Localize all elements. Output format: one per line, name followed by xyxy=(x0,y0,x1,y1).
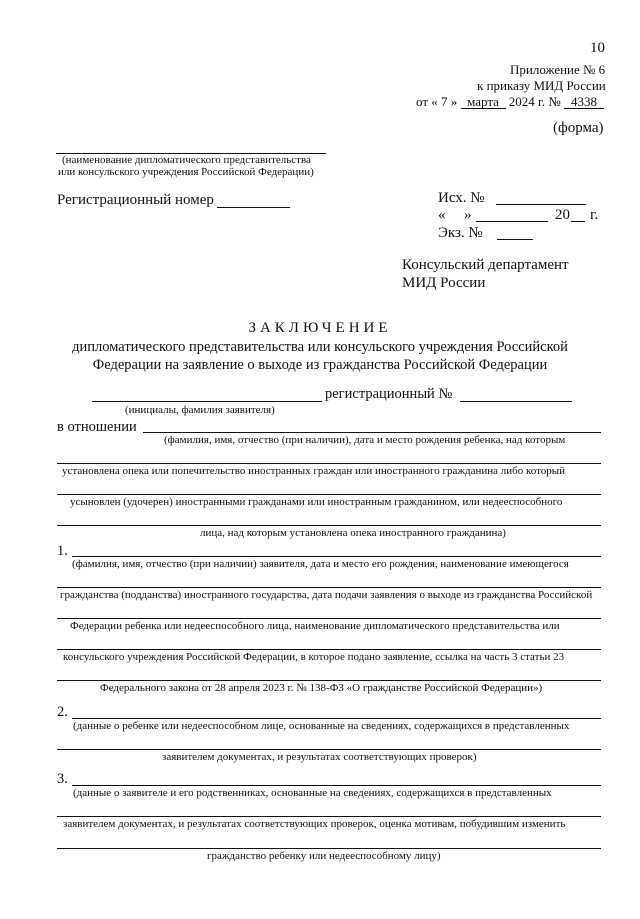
child-caption-1: (фамилия, имя, отчество (при наличии), дата и место рождения ребенка, над которым xyxy=(164,434,566,446)
section1-line-2 xyxy=(57,587,601,588)
outgoing-copy-label: Экз. № xyxy=(438,225,483,241)
appendix-number: 4338 xyxy=(564,96,604,109)
section1-caption-5: Федерального закона от 28 апреля 2023 г. № 138-ФЗ «О гражданстве Российской Федерации») xyxy=(100,682,543,694)
applicant-name-line xyxy=(92,401,322,402)
mission-caption-line1: (наименование дипломатического представительства xyxy=(62,154,311,166)
appendix-line1: Приложение № 6 xyxy=(510,62,606,77)
outgoing-date-line xyxy=(476,221,548,222)
section2-line-2 xyxy=(57,749,601,750)
document-subtitle-line2: Федерации на заявление о выходе из гражданства Российской Федерации xyxy=(92,357,548,373)
child-line-2 xyxy=(57,463,601,464)
section2-line-1 xyxy=(72,718,601,719)
section3-line-1 xyxy=(72,785,601,786)
section1-line-5 xyxy=(57,680,601,681)
registration-number-label: Регистрационный номер xyxy=(57,192,214,208)
section3-caption-2: заявителем документах, и результатах соответствующих проверок, оценка мотивам, побудившим изменить xyxy=(63,818,566,830)
outgoing-ish-line xyxy=(496,204,586,205)
section1-line-3 xyxy=(57,618,601,619)
section2-caption-2: заявителем документах, и результатах соответствующих проверок) xyxy=(162,751,477,763)
document-title: ЗАКЛЮЧЕНИЕ xyxy=(248,320,392,336)
outgoing-copy-line xyxy=(497,239,533,240)
section3-caption-3: гражданство ребенку или недееспособному лицу) xyxy=(207,850,441,862)
registration-number-line xyxy=(217,207,290,208)
in-relation-line xyxy=(143,432,601,433)
document-subtitle-line1: дипломатического представительства или консульского учреждения Российской xyxy=(72,339,568,355)
child-caption-4: лица, над которым установлена опека иностранного гражданина) xyxy=(200,527,506,539)
section2-caption-1: (данные о ребенке или недееспособном лице, основанные на сведениях, содержащихся в представленных xyxy=(73,720,570,732)
outgoing-year-line xyxy=(571,221,585,222)
child-line-4 xyxy=(57,525,601,526)
section3-line-2 xyxy=(57,816,601,817)
child-line-3 xyxy=(57,494,601,495)
appendix-order-line xyxy=(416,94,604,110)
applicant-caption: (инициалы, фамилия заявителя) xyxy=(125,404,275,416)
appendix-year: 2024 г. № xyxy=(508,94,561,109)
form-label: (форма) xyxy=(553,120,604,136)
section1-caption-4: консульского учреждения Российской Федерации, в которое подано заявление, ссылка на часть 3 статьи 23 xyxy=(63,651,565,663)
addressee-line2: МИД России xyxy=(402,275,486,291)
section3-number: 3. xyxy=(57,771,68,787)
section1-caption-1: (фамилия, имя, отчество (при наличии) заявителя, дата и место его рождения, наименование имеющегося xyxy=(72,558,569,570)
section1-number: 1. xyxy=(57,543,68,559)
mission-caption-line2: или консульского учреждения Российской Федерации) xyxy=(58,166,314,178)
section1-caption-2: гражданства (подданства) иностранного государства, дата подачи заявления о выходе из гражданства Российской xyxy=(60,589,593,601)
section3-caption-1: (данные о заявителе и его родственниках, основанные на сведениях, содержащихся в представленных xyxy=(73,787,552,799)
addressee-line1: Консульский департамент xyxy=(402,257,569,273)
outgoing-year-prefix: 20 xyxy=(555,207,570,223)
appendix-month: марта xyxy=(461,96,506,109)
outgoing-date-open: « xyxy=(438,207,446,223)
section1-caption-3: Федерации ребенка или недееспособного лица, наименование дипломатического представительства или xyxy=(70,620,560,632)
outgoing-ish-label: Исх. № xyxy=(438,190,485,206)
section2-number: 2. xyxy=(57,704,68,720)
child-caption-3: усыновлен (удочерен) иностранными гражданами или иностранным гражданином, или недееспособного xyxy=(70,496,563,508)
applicant-reg-line xyxy=(460,401,572,402)
applicant-reg-label: регистрационный № xyxy=(325,386,453,402)
outgoing-year-suffix: г. xyxy=(590,207,599,223)
child-caption-2: установлена опека или попечительство иностранных граждан или иностранного гражданина либо который xyxy=(62,465,566,477)
in-relation-label: в отношении xyxy=(57,419,137,435)
section1-line-4 xyxy=(57,649,601,650)
outgoing-date-close: » xyxy=(464,207,472,223)
section3-line-3 xyxy=(57,848,601,849)
page-number: 10 xyxy=(590,40,605,56)
section1-line-1 xyxy=(72,556,601,557)
appendix-line2: к приказу МИД России xyxy=(477,78,606,93)
appendix-from: от « 7 » xyxy=(416,94,458,109)
